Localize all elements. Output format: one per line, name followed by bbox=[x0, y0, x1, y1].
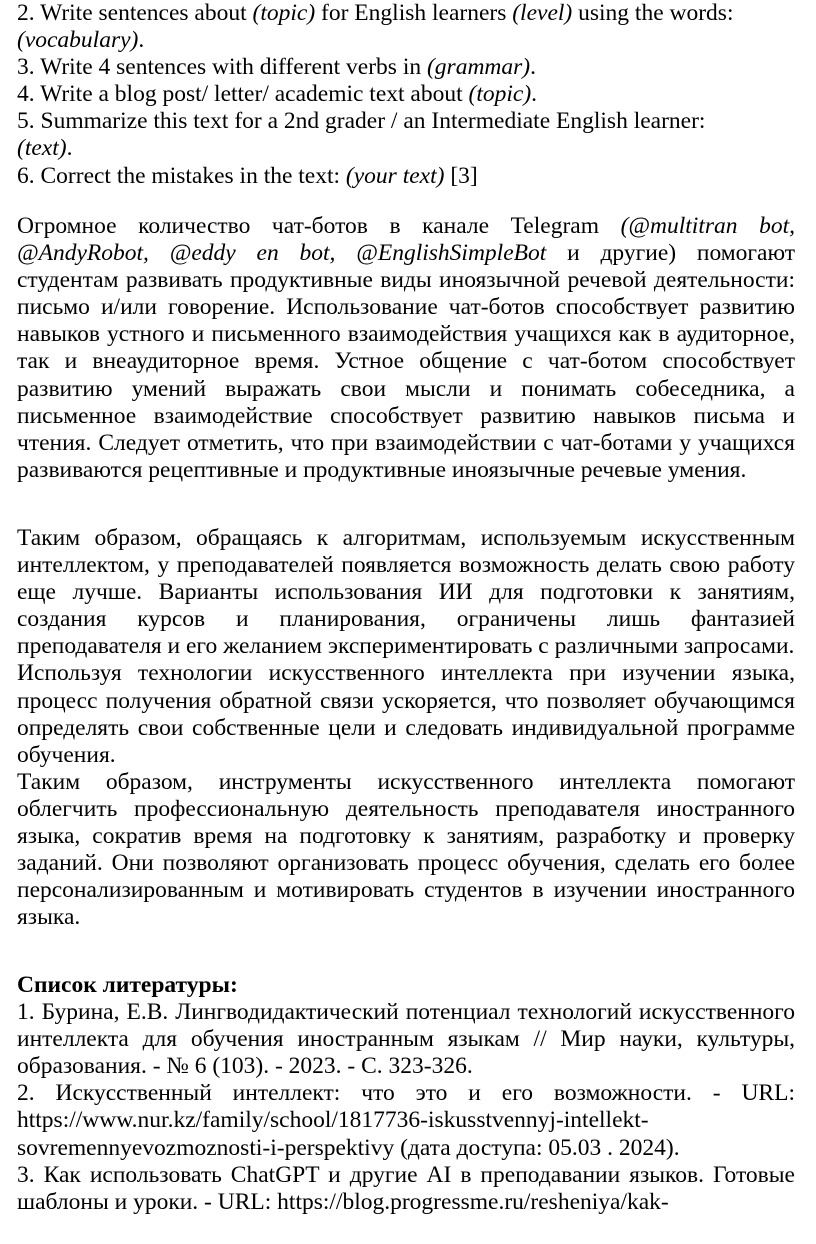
prompt-item-2-topic: (topic) bbox=[252, 0, 316, 26]
prompt-item-4 bbox=[17, 81, 795, 108]
prompt-item-6-your-text: (your text) bbox=[345, 162, 445, 189]
prompt-item-5-text: 5. Summarize this text for a 2nd grader / an Intermediate English learner: bbox=[17, 108, 706, 135]
references-section bbox=[17, 972, 795, 1216]
prompt-item-5-line2 bbox=[17, 135, 795, 162]
prompt-item-3-period: . bbox=[530, 54, 536, 81]
prompt-item-6-text: 6. Correct the mistakes in the text: bbox=[17, 162, 346, 189]
prompt-item-2-text: using the words: bbox=[572, 0, 734, 26]
prompt-item-4-period: . bbox=[531, 81, 538, 108]
prompt-item-3-text: 3. Write 4 sentences with different verbs in bbox=[17, 54, 427, 81]
conclusion-block bbox=[17, 525, 795, 931]
prompt-item-3-grammar: (grammar) bbox=[426, 54, 531, 81]
prompt-item-4-text: 4. Write a blog post/ letter/ academic text about bbox=[17, 81, 469, 108]
prompt-item-3 bbox=[17, 54, 795, 81]
prompt-item-6 bbox=[17, 163, 795, 190]
paragraph-chatbots-lead: Огромное количество чат-ботов в канале Telegram bbox=[17, 213, 621, 239]
prompt-item-5-text-placeholder: (text) bbox=[17, 135, 67, 162]
paragraph-conclusion-1: Таким образом, обращаясь к алгоритмам, используемым искусственным интеллектом, у преподавателей появляется возможность делать свою работу еще лучше. Варианты использования ИИ для подготовки к занятиям, создания курсов и планирования, ограничены лишь фантазией преподавателя и его желанием экспериментировать с различными запросами. bbox=[17, 525, 795, 660]
paragraph-chatbots-body: и другие) помогают студентам развивать продуктивные виды иноязычной речевой деятельности: письмо и/или говорение. Использование чат-ботов способствует развитию навыков устного и письменного взаимодействия учащихся как в аудиторное, так и внеаудиторное время. Устное общение с чат-ботом способствует развитию умений выражать свои мысли и понимать собеседника, а письменное взаимодействие способствует развитию навыков письма и чтения. Следует отметить, что при взаимодействии с чат-ботами у учащихся развиваются рецептивные и продуктивные иноязычные речевые умения. bbox=[17, 240, 795, 483]
prompt-item-2-text: for English learners bbox=[315, 0, 513, 26]
paragraph-chatbots bbox=[17, 213, 795, 484]
prompt-item-2-line2 bbox=[17, 27, 795, 54]
prompt-item-5-line1 bbox=[17, 108, 795, 135]
paragraph-conclusion-2: Используя технологии искусственного интеллекта при изучении языка, процесс получения обратной связи ускоряется, что позволяет обучающимся определять свои собственные цели и следовать индивидуальной программе обучения. bbox=[17, 660, 795, 768]
paragraph-conclusion-3: Таким образом, инструменты искусственного интеллекта помогают облегчить профессиональную деятельность преподавателя иностранного языка, сократив время на подготовку к занятиям, разработку и проверку заданий. Они позволяют организовать процесс обучения, сделать его более персонализированным и мотивировать студентов в изучении иностранного языка. bbox=[17, 768, 795, 931]
prompt-item-4-topic: (topic) bbox=[468, 81, 532, 108]
prompt-list bbox=[17, 0, 795, 190]
prompt-item-2-text: 2. Write sentences about bbox=[17, 0, 253, 26]
prompt-item-2-level: (level) bbox=[512, 0, 573, 26]
prompt-item-6-citation: [3] bbox=[444, 162, 478, 189]
paragraph-chatbots-text bbox=[17, 213, 795, 484]
prompt-item-5-period: . bbox=[66, 135, 73, 162]
prompt-item-2-period: . bbox=[138, 27, 145, 54]
references-heading: Список литературы: bbox=[17, 972, 238, 998]
reference-item-1: 1. Бурина, Е.В. Лингводидактический потенциал технологий искусственного интеллекта для обучения иностранным языкам // Мир науки, культуры, образования. - № 6 (103). - 2023. - С. 323-326. bbox=[17, 999, 795, 1080]
paragraph-chatbots-bot-names: (@multitran bot, @AndyRobot, @eddy en bot, @EnglishSimpleBot bbox=[17, 213, 795, 267]
prompt-item-2-line1 bbox=[17, 0, 795, 27]
reference-item-3: 3. Как использовать ChatGPT и другие AI в преподавании языков. Готовые шаблоны и уроки. - URL: https://blog.progressme.ru/resheniya/kak- bbox=[17, 1161, 795, 1215]
prompt-item-2-vocabulary: (vocabulary) bbox=[17, 27, 139, 54]
reference-item-2: 2. Искусственный интеллект: что это и его возможности. - URL: https://www.nur.kz/family/school/1817736-iskusstvennyj-intellekt-sovremennyevozmoznosti-i-perspektivy (дата доступа: 05.03 . 2024). bbox=[17, 1080, 795, 1161]
